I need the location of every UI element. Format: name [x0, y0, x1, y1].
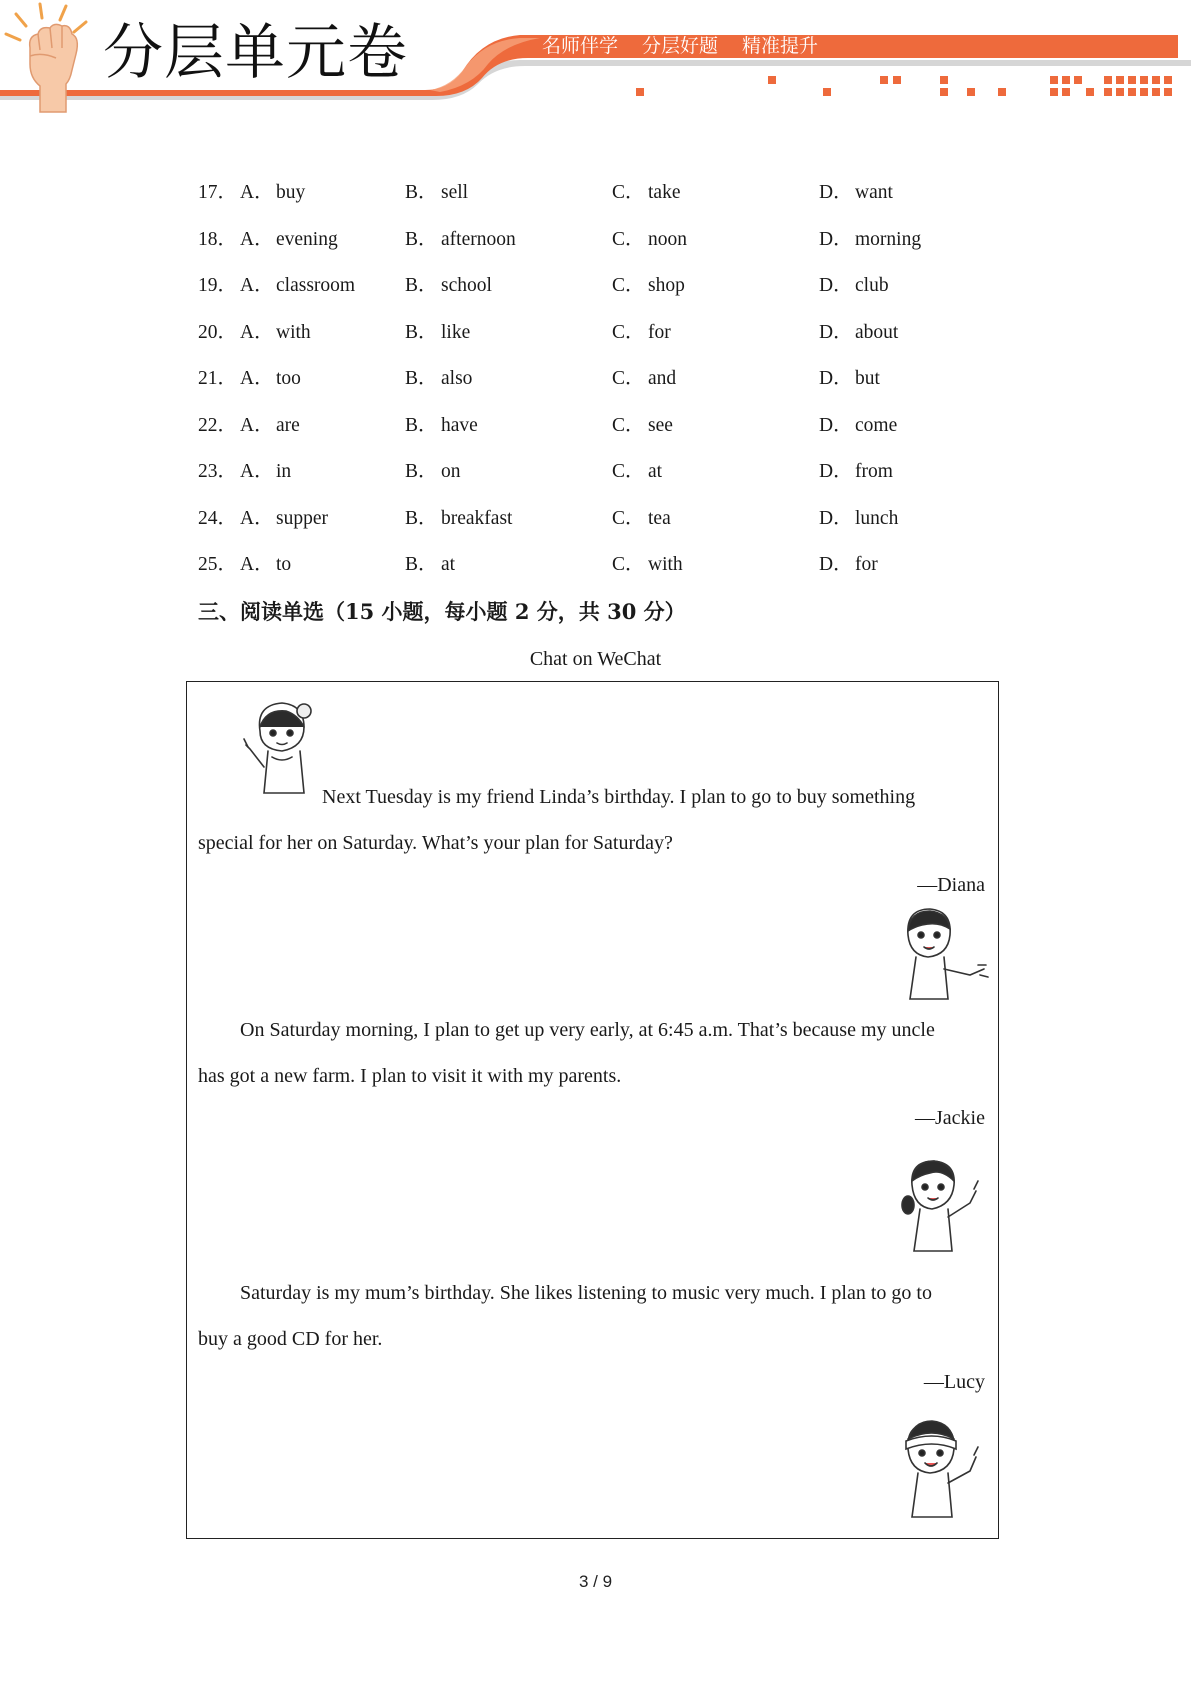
option-d-text: from [855, 461, 893, 482]
option-b-text: on [441, 461, 461, 482]
option-b-text: sell [441, 182, 469, 203]
slogan-3: 精准提升 [742, 35, 819, 57]
passage-title: Chat on WeChat [529, 648, 662, 670]
message-2-line-1: On Saturday morning, I plan to get up very early, at 6:45 a.m. That’s because my uncle [240, 1019, 935, 1041]
option-c-letter: C． [612, 275, 645, 296]
question-number: 18． [198, 229, 238, 250]
page-number: 3 / 9 [578, 1572, 613, 1591]
section-title: 三、阅读单选（15 小题，每小题 2 分，共 30 分） [198, 599, 686, 624]
option-b-text: have [441, 415, 478, 436]
option-c-text: with [648, 554, 683, 575]
question-number: 17． [198, 182, 238, 203]
option-d-letter: D． [819, 182, 853, 203]
option-a-letter: A． [240, 322, 274, 343]
option-a-text: evening [276, 229, 338, 250]
option-c-text: shop [648, 275, 685, 296]
question-number: 25． [198, 554, 238, 575]
option-d-text: morning [855, 229, 922, 250]
question-number: 20． [198, 322, 238, 343]
option-a-letter: A． [240, 415, 274, 436]
option-c-letter: C． [612, 368, 645, 389]
option-c-text: at [648, 461, 663, 482]
option-b-text: also [441, 368, 473, 389]
question-number: 21． [198, 368, 238, 389]
jackie-avatar-icon [900, 905, 990, 1003]
option-b-text: breakfast [441, 508, 513, 529]
option-a-text: classroom [276, 275, 356, 296]
option-b-letter: B． [405, 322, 438, 343]
question-number: 19． [198, 275, 238, 296]
message-1-line-1: Next Tuesday is my friend Linda’s birthday. I plan to go to buy something [322, 786, 916, 808]
option-d-letter: D． [819, 275, 853, 296]
slogan-2: 分层好题 [642, 35, 719, 57]
option-b-letter: B． [405, 508, 438, 529]
option-d-letter: D． [819, 508, 853, 529]
page-header [0, 0, 1191, 120]
question-number: 24． [198, 508, 238, 529]
option-b-letter: B． [405, 182, 438, 203]
option-d-letter: D． [819, 322, 853, 343]
message-1-line-2: special for her on Saturday. What’s your plan for Saturday? [198, 832, 673, 854]
option-c-letter: C． [612, 554, 645, 575]
slogan-1: 名师伴学 [542, 35, 619, 57]
option-c-letter: C． [612, 461, 645, 482]
option-b-text: like [441, 322, 471, 343]
boy-headband-avatar-icon [898, 1417, 988, 1521]
option-a-letter: A． [240, 508, 274, 529]
option-d-text: lunch [855, 508, 899, 529]
option-a-text: are [276, 415, 300, 436]
option-d-letter: D． [819, 461, 853, 482]
option-d-text: come [855, 415, 898, 436]
message-2-line-2: has got a new farm. I plan to visit it with my parents. [198, 1065, 622, 1087]
lucy-avatar-icon [900, 1155, 990, 1255]
option-d-text: but [855, 368, 880, 389]
header-title: 分层单元卷 [103, 18, 408, 88]
option-c-text: tea [648, 508, 671, 529]
option-a-letter: A． [240, 229, 274, 250]
option-b-letter: B． [405, 415, 438, 436]
question-number: 22． [198, 415, 238, 436]
question-number: 23． [198, 461, 238, 482]
option-b-letter: B． [405, 461, 438, 482]
option-a-text: buy [276, 182, 306, 203]
option-c-letter: C． [612, 508, 645, 529]
option-c-letter: C． [612, 229, 645, 250]
option-a-letter: A． [240, 461, 274, 482]
message-1-signature: —Diana [917, 874, 985, 896]
option-d-text: want [855, 182, 893, 203]
option-d-letter: D． [819, 229, 853, 250]
option-a-text: supper [276, 508, 328, 529]
option-a-text: in [276, 461, 292, 482]
option-b-letter: B． [405, 368, 438, 389]
option-a-letter: A． [240, 275, 274, 296]
option-c-text: noon [648, 229, 687, 250]
option-b-text: school [441, 275, 492, 296]
option-d-letter: D． [819, 554, 853, 575]
option-c-text: for [648, 322, 671, 343]
option-b-letter: B． [405, 554, 438, 575]
option-b-letter: B． [405, 229, 438, 250]
option-a-text: to [276, 554, 292, 575]
option-a-letter: A． [240, 182, 274, 203]
option-b-text: at [441, 554, 456, 575]
option-b-letter: B． [405, 275, 438, 296]
option-a-letter: A． [240, 368, 274, 389]
message-3-line-1: Saturday is my mum’s birthday. She likes listening to music very much. I plan to go to [240, 1282, 932, 1304]
option-a-text: too [276, 368, 301, 389]
option-b-text: afternoon [441, 229, 516, 250]
option-d-text: about [855, 322, 899, 343]
option-c-letter: C． [612, 415, 645, 436]
option-c-letter: C． [612, 322, 645, 343]
message-3-line-2: buy a good CD for her. [198, 1328, 383, 1350]
message-2-signature: —Jackie [915, 1107, 985, 1129]
option-c-letter: C． [612, 182, 645, 203]
option-d-letter: D． [819, 368, 853, 389]
option-a-text: with [276, 322, 311, 343]
option-d-text: club [855, 275, 889, 296]
diana-avatar-icon [242, 697, 322, 801]
option-c-text: see [648, 415, 673, 436]
option-c-text: take [648, 182, 681, 203]
message-3-signature: —Lucy [923, 1371, 985, 1393]
option-c-text: and [648, 368, 677, 389]
option-d-text: for [855, 554, 878, 575]
option-a-letter: A． [240, 554, 274, 575]
option-d-letter: D． [819, 415, 853, 436]
